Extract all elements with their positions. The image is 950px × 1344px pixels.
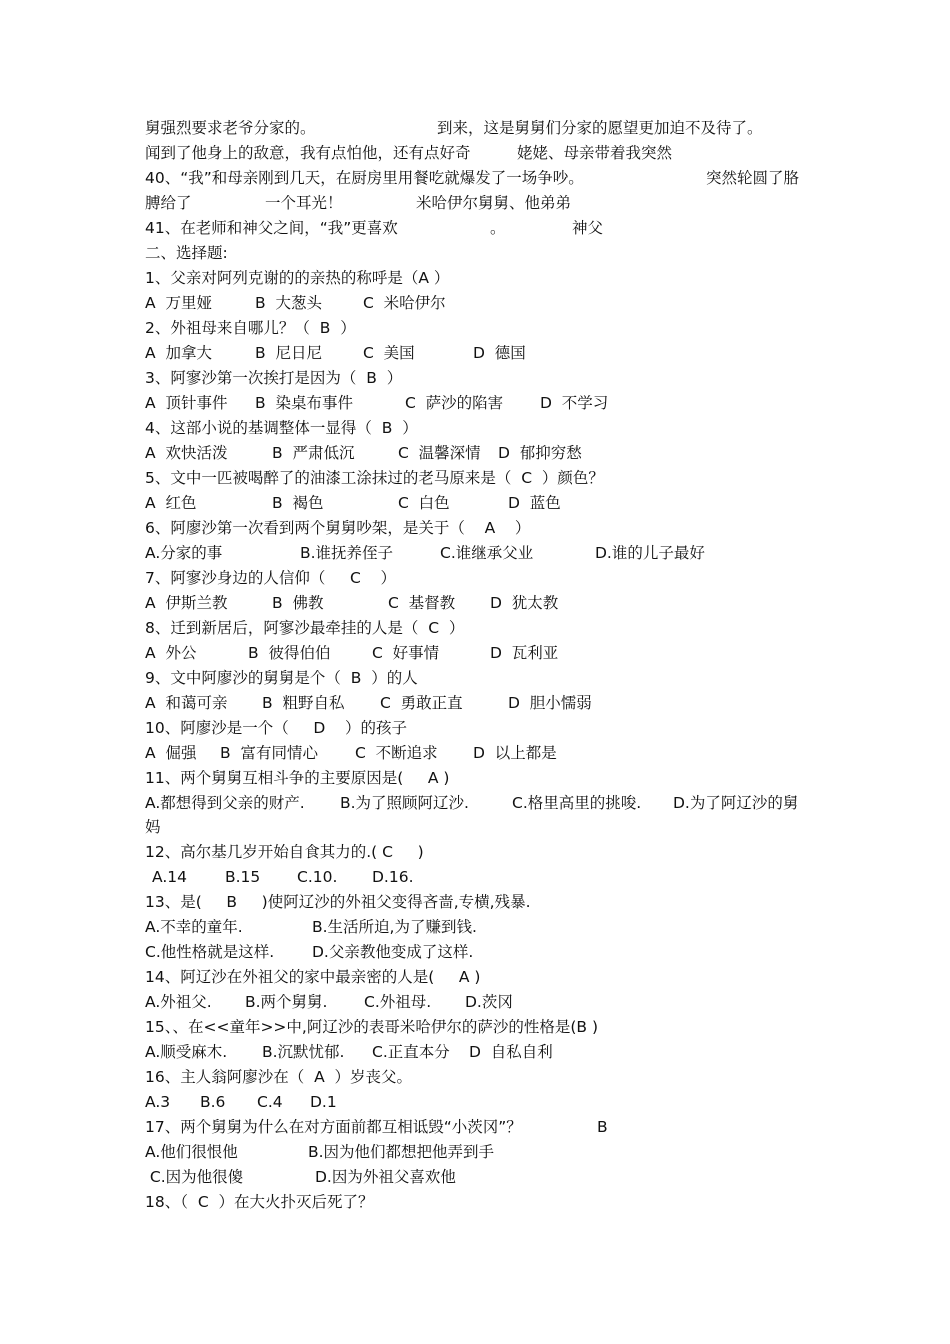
text-line <box>0 1065 950 1089</box>
text-segment: C.正直本分 <box>372 1043 450 1061</box>
text-segment: C.10. <box>297 868 338 886</box>
text-line <box>0 865 950 889</box>
text-line <box>0 691 950 715</box>
text-segment: D.父亲教他变成了这样. <box>312 943 474 961</box>
text-line <box>0 441 950 465</box>
text-segment: B 彼得伯伯 <box>248 644 331 662</box>
text-segment: C.外祖母. <box>364 993 432 1011</box>
text-line <box>0 641 950 665</box>
text-segment: 舅强烈要求老爷分家的。 <box>145 119 316 137</box>
text-segment: D.因为外祖父喜欢他 <box>315 1168 456 1186</box>
text-segment: 11、两个舅舅互相斗争的主要原因是( A ) <box>145 769 450 787</box>
text-segment: 膊给了 <box>145 194 192 212</box>
text-line <box>0 366 950 390</box>
text-segment: B 富有同情心 <box>220 744 318 762</box>
text-line <box>0 341 950 365</box>
text-line <box>0 466 950 490</box>
text-segment: C 温馨深情 <box>398 444 481 462</box>
text-segment: 2、外祖母来自哪儿？（ B ） <box>145 319 356 337</box>
text-segment: A 顶针事件 <box>145 394 228 412</box>
text-line <box>0 1090 950 1114</box>
text-line <box>0 491 950 515</box>
text-segment: B 大葱头 <box>255 294 322 312</box>
text-segment: 神父 <box>572 219 604 237</box>
text-line <box>0 990 950 1014</box>
text-line <box>0 815 950 839</box>
text-segment: C.谁继承父业 <box>440 544 534 562</box>
text-segment: 妈 <box>145 818 161 836</box>
text-segment: B 严肃低沉 <box>272 444 355 462</box>
text-segment: 。 <box>490 219 506 237</box>
text-segment: B 染桌布事件 <box>255 394 353 412</box>
text-segment: 12、高尔基几岁开始自食其力的.( C ) <box>145 843 424 861</box>
text-segment: 突然轮圆了胳 <box>706 169 800 187</box>
text-segment: A.都想得到父亲的财产. <box>145 794 305 812</box>
text-segment: C 勇敢正直 <box>380 694 463 712</box>
text-segment: D.为了阿辽沙的舅 <box>673 794 799 812</box>
text-segment: C 好事情 <box>372 644 440 662</box>
text-segment: B 佛教 <box>272 594 324 612</box>
text-segment: D 犹太教 <box>490 594 559 612</box>
text-segment: B <box>597 1118 608 1136</box>
text-segment: A 加拿大 <box>145 344 212 362</box>
text-segment: B.6 <box>200 1093 226 1111</box>
text-line <box>0 616 950 640</box>
text-segment: C.他性格就是这样. <box>145 943 275 961</box>
text-segment: A.3 <box>145 1093 171 1111</box>
text-line <box>0 266 950 290</box>
text-line <box>0 716 950 740</box>
text-segment: A 外公 <box>145 644 197 662</box>
text-line <box>0 191 950 215</box>
text-segment: 6、阿廖沙第一次看到两个舅舅吵架，是关于（ A ） <box>145 519 531 537</box>
text-line <box>0 1140 950 1164</box>
text-segment: 二、选择题: <box>145 244 228 262</box>
text-segment: D.谁的儿子最好 <box>595 544 705 562</box>
text-line <box>0 541 950 565</box>
text-line <box>0 516 950 540</box>
text-segment: C 基督教 <box>388 594 456 612</box>
text-line <box>0 1115 950 1139</box>
text-line <box>0 591 950 615</box>
text-segment: C 美国 <box>363 344 415 362</box>
text-line <box>0 766 950 790</box>
text-segment: C.因为他很傻 <box>145 1168 244 1186</box>
text-segment: C.4 <box>257 1093 283 1111</box>
text-segment: D 自私自利 <box>469 1043 553 1061</box>
text-segment: D.1 <box>310 1093 337 1111</box>
text-segment: B.两个舅舅. <box>245 993 328 1011</box>
text-segment: C 不断追求 <box>355 744 438 762</box>
text-segment: 16、主人翁阿廖沙在（ A ）岁丧父。 <box>145 1068 413 1086</box>
text-segment: D 德国 <box>473 344 526 362</box>
text-segment: 13、是( B )使阿辽沙的外祖父变得吝啬,专横,残暴. <box>145 893 531 911</box>
text-segment: D 蓝色 <box>508 494 561 512</box>
text-segment: D 不学习 <box>540 394 609 412</box>
text-line <box>0 1015 950 1039</box>
text-line <box>0 391 950 415</box>
text-segment: A.14 <box>152 868 187 886</box>
text-segment: 7、阿寥沙身边的人信仰（ C ） <box>145 569 397 587</box>
text-segment: A 万里娅 <box>145 294 212 312</box>
text-line <box>0 791 950 815</box>
text-segment: D 瓦利亚 <box>490 644 559 662</box>
text-segment: B.谁抚养侄子 <box>300 544 394 562</box>
text-line <box>0 291 950 315</box>
text-segment: B.因为他们都想把他弄到手 <box>308 1143 495 1161</box>
text-line <box>0 890 950 914</box>
text-segment: D.16. <box>372 868 414 886</box>
text-line <box>0 566 950 590</box>
text-segment: B.生活所迫,为了赚到钱. <box>312 918 477 936</box>
text-segment: A 欢快活泼 <box>145 444 228 462</box>
text-segment: 9、文中阿廖沙的舅舅是个（ B ）的人 <box>145 669 418 687</box>
text-segment: 1、父亲对阿列克谢的的亲热的称呼是（A ） <box>145 269 450 287</box>
text-segment: A 和蔼可亲 <box>145 694 228 712</box>
text-line <box>0 416 950 440</box>
text-line <box>0 316 950 340</box>
text-segment: B.为了照顾阿辽沙. <box>340 794 469 812</box>
text-line <box>0 1190 950 1214</box>
text-segment: A.不幸的童年. <box>145 918 243 936</box>
text-segment: A.分家的事 <box>145 544 223 562</box>
text-segment: 18、（ C ）在大火扑灭后死了？ <box>145 1193 374 1211</box>
text-segment: 闻到了他身上的敌意，我有点怕他，还有点好奇 <box>145 144 471 162</box>
text-line <box>0 940 950 964</box>
text-line <box>0 915 950 939</box>
text-segment: B 粗野自私 <box>262 694 345 712</box>
text-line <box>0 1040 950 1064</box>
text-segment: A 红色 <box>145 494 197 512</box>
text-segment: D 以上都是 <box>473 744 557 762</box>
text-line <box>0 216 950 240</box>
text-segment: 8、迁到新居后，阿寥沙最牵挂的人是（ C ） <box>145 619 465 637</box>
text-segment: 40、“我”和母亲刚到几天，在厨房里用餐吃就爆发了一场争吵。 <box>145 169 584 187</box>
text-segment: B.15 <box>225 868 261 886</box>
text-line <box>0 741 950 765</box>
text-segment: 一个耳光！ <box>265 194 343 212</box>
text-segment: C 白色 <box>398 494 450 512</box>
text-segment: A 伊斯兰教 <box>145 594 228 612</box>
text-segment: 姥姥、母亲带着我突然 <box>517 144 673 162</box>
text-segment: 15、、在<<童年>>中,阿辽沙的表哥米哈伊尔的萨沙的性格是(B ) <box>145 1018 599 1036</box>
text-line <box>0 116 950 140</box>
text-segment: C 萨沙的陷害 <box>405 394 504 412</box>
text-line <box>0 141 950 165</box>
text-segment: 到来，这是舅舅们分家的愿望更加迫不及待了。 <box>437 119 763 137</box>
text-segment: A 倔强 <box>145 744 197 762</box>
text-segment: D.茨冈 <box>465 993 513 1011</box>
text-segment: 3、阿寥沙第一次挨打是因为（ B ） <box>145 369 403 387</box>
text-line <box>0 241 950 265</box>
text-segment: B 褐色 <box>272 494 324 512</box>
text-line <box>0 840 950 864</box>
text-segment: C 米哈伊尔 <box>363 294 446 312</box>
text-segment: D 郁抑穷愁 <box>498 444 582 462</box>
text-segment: A.他们很恨他 <box>145 1143 238 1161</box>
text-segment: 5、文中一匹被喝醉了的油漆工涂抹过的老马原来是（ C ）颜色？ <box>145 469 604 487</box>
text-segment: D 胆小懦弱 <box>508 694 592 712</box>
text-segment: B.沉默忧郁. <box>262 1043 345 1061</box>
text-segment: 4、这部小说的基调整体一显得（ B ） <box>145 419 418 437</box>
text-segment: 17、两个舅舅为什么在对方面前都互相诋毁“小茨冈”？ <box>145 1118 522 1136</box>
text-segment: A.顺受麻木. <box>145 1043 228 1061</box>
text-line <box>0 1165 950 1189</box>
text-line <box>0 965 950 989</box>
text-segment: B 尼日尼 <box>255 344 322 362</box>
text-segment: C.格里高里的挑唆. <box>512 794 642 812</box>
text-segment: 米哈伊尔舅舅、他弟弟 <box>416 194 572 212</box>
text-segment: 10、阿廖沙是一个（ D ）的孩子 <box>145 719 408 737</box>
text-segment: 14、阿辽沙在外祖父的家中最亲密的人是( A ) <box>145 968 481 986</box>
text-segment: 41、在老师和神父之间，“我”更喜欢 <box>145 219 398 237</box>
text-line <box>0 666 950 690</box>
text-segment: A.外祖父. <box>145 993 212 1011</box>
text-line <box>0 166 950 190</box>
